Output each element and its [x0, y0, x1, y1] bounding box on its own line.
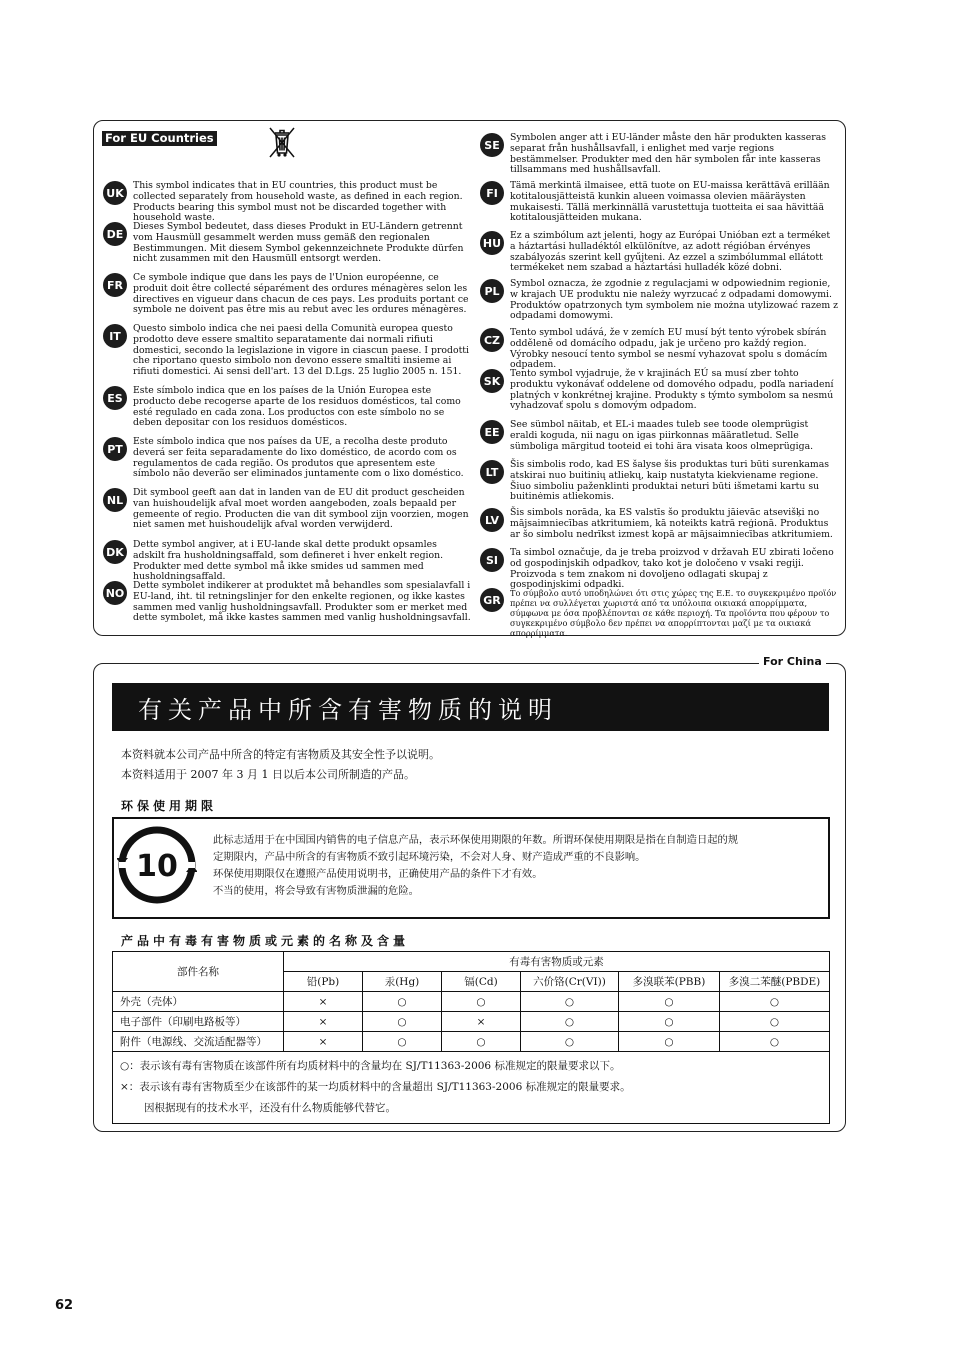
value-cell: ○: [619, 1032, 720, 1052]
value-cell: ○: [363, 992, 442, 1012]
value-cell: ○: [442, 1032, 521, 1052]
lang-entry-lv: [480, 508, 838, 540]
lang-badge: IT: [103, 324, 127, 348]
value-cell: ○: [521, 992, 619, 1012]
china-title: 有关产品中所含有害物质的说明: [138, 695, 558, 724]
lang-text: Tento symbol vyjadruje, že v krajinách EÚ sa musí zber tohto produktu vykonávať oddelene od domového odpadu, podľa nariadení platných v konkrétnej krajine. Produkty s týmto symbolom sa nesmú vyhadzovať spolu s domovým odpadom.: [510, 368, 834, 412]
lang-badge: ES: [103, 386, 127, 410]
value-cell: ○: [619, 992, 720, 1012]
lang-entry-de: [103, 222, 471, 265]
lang-entry-fi: [480, 181, 838, 224]
value-cell: ○: [442, 992, 521, 1012]
hazard-table-heading: 产品中有毒有害物质或元素的名称及含量: [121, 934, 410, 948]
lang-badge: LV: [480, 508, 504, 532]
value-cell: ×: [442, 1012, 521, 1032]
lang-badge: PT: [103, 437, 127, 461]
lang-text: Tento symbol udává, že v zemích EU musí být tento výrobek sbírán odděleně od domácího odpadu, jak je určeno pro každý region. Výrobky nesoucí tento symbol se nesmí vyhazovat spolu s domácím odpadem.: [510, 327, 828, 371]
lang-text: Ez a szimbólum azt jelenti, hogy az Európai Unióban ezt a terméket a háztartási hulladéktól elkülönítve, az adott régióban érvényes szabályozás szerint kell gyűjteni. Az ezzel a szimbólummal ellátott termékeket nem szabad a háztartási hulladék közé dobni.: [510, 230, 831, 274]
efup-line: 定期限内，产品中所含的有害物质不致引起环境污染，不会对人身、财产造成严重的不良影响。: [213, 851, 646, 863]
lang-badge: HU: [480, 231, 504, 255]
lang-text: Το σύμβολο αυτό υποδηλώνει ότι στις χώρες της Ε.Ε. το συγκεκριμένο προϊόν πρέπει να συλλέγεται χωριστά από τα υπόλοιπα οικιακά απορρίμματα, σύμφωνα με όσα προβλέπονται σε κάθε περιοχή. Τα προϊόντα που φέρουν το συγκεκριμένο σύμβολο δεν πρέπει να απορρίπτονται μαζί με τα οικιακά απορρίμματα.: [510, 588, 837, 638]
lang-badge: FI: [480, 181, 504, 205]
value-cell: ×: [284, 1012, 363, 1032]
intro-line: 本资料适用于 2007 年 3 月 1 日以后本公司所制造的产品。: [121, 768, 415, 781]
crossed-bin-icon: [264, 124, 300, 160]
efup-10-logo-icon: [117, 825, 197, 905]
note-line: ○：表示该有毒有害物质在该部件所有均质材料中的含量均在 SJ/T11363-2006 标准规定的限量要求以下。: [120, 1060, 621, 1072]
value-cell: ×: [284, 1032, 363, 1052]
lang-entry-lt: [480, 460, 838, 503]
lang-badge: DE: [103, 222, 127, 246]
column-header: 六价铬(Cr(VI)): [521, 972, 619, 992]
note-line: 因根据现有的技术水平，还没有什么物质能够代替它。: [144, 1102, 396, 1114]
lang-badge: NO: [103, 581, 127, 605]
part-name-header: 部件名称: [113, 952, 284, 992]
lang-text: Ta simbol označuje, da je treba proizvod v državah EU zbirati ločeno od gospodinjskih odpadkov, tako kot je določeno v vsaki regiji. Proizvoda s tem znakom ni dovoljeno odlagati skupaj z gospodinjskimi odpadki.: [510, 547, 834, 591]
value-cell: ○: [720, 1032, 830, 1052]
lang-badge: UK: [103, 181, 127, 205]
lang-text: Šis simbols norāda, ka ES valstīs šo produktu jāievāc atsevišķi no mājsaimniecības atkritumiem, kā noteikts katrā reģionā. Produktus ar šo simbolu nedrīkst izmest kopā ar mājsaimniecības atkritumiem.: [510, 507, 833, 540]
value-cell: ○: [720, 1012, 830, 1032]
part-cell: 电子部件（印刷电路板等）: [113, 1012, 284, 1032]
lang-text: Este símbolo indica que en los países de la Unión Europea este producto debe recogerse aparte de los residuos domésticos, tal como esté regulado en cada zona. Los productos con este símbolo no se deben depositar con los residuos domésticos.: [133, 385, 461, 429]
lang-badge: NL: [103, 488, 127, 512]
part-cell: 外壳（壳体）: [113, 992, 284, 1012]
lang-entry-no: [103, 581, 471, 624]
value-cell: ○: [619, 1012, 720, 1032]
column-header: 多溴联苯(PBB): [619, 972, 720, 992]
column-header: 镉(Cd): [442, 972, 521, 992]
hazardous-substances-table: [112, 951, 830, 1124]
lang-text: Ce symbole indique que dans les pays de l'Union européenne, ce produit doit être collecté séparément des ordures ménagères selon les directives en vigueur dans chacun de ces pays. Les produits portant ce symbole ne doivent pas être mis au rebut avec les ordures ménagères.: [133, 272, 469, 316]
lang-entry-se: [480, 133, 838, 176]
column-header: 铅(Pb): [284, 972, 363, 992]
lang-badge: DK: [103, 540, 127, 564]
value-cell: ○: [521, 1032, 619, 1052]
table-row: [113, 992, 830, 1012]
table-row: [113, 1012, 830, 1032]
lang-badge: SE: [480, 133, 504, 157]
lang-badge: LT: [480, 460, 504, 484]
lang-entry-hu: [480, 231, 838, 274]
china-intro: [121, 745, 440, 785]
eu-countries-header: For EU Countries: [102, 131, 217, 146]
lang-text: Symbolen anger att i EU-länder måste den här produkten kasseras separat från hushållsavfall, i enlighet med varje regions bestämmelser. Produkter med den här symbolen får inte kasseras tillsammans med hushållsavfall.: [510, 132, 827, 176]
lang-entry-si: [480, 548, 838, 591]
efup-line: 环保使用期限仅在遵照产品使用说明书，正确使用产品的条件下才有效。: [213, 868, 543, 880]
lang-entry-pt: [103, 437, 471, 480]
value-cell: ○: [363, 1032, 442, 1052]
lang-badge: GR: [480, 588, 504, 612]
lang-entry-gr: [480, 588, 838, 638]
efup-text: [213, 832, 813, 900]
lang-text: Dette symbolet indikerer at produktet må behandles som spesialavfall i EU-land, iht. til retningslinjer for den enkelte regionen, og ikke kastes sammen med vanlig husholdningsavfall. Produkter som er merket med dette symbolet, må ikke kastes sammen med vanlig husholdningsavfall.: [133, 580, 471, 624]
note-line: ×：表示该有毒有害物质至少在该部件的某一均质材料中的含量超出 SJ/T11363-2006 标准规定的限量要求。: [120, 1081, 631, 1093]
lang-badge: EE: [480, 420, 504, 444]
lang-badge: SK: [480, 369, 504, 393]
lang-text: Šis simbolis rodo, kad ES šalyse šis produktas turi būti surenkamas atskirai nuo buitinių atliekų, kaip nustatyta kiekviename regione. Šiuo simboliu paženklinti produktai neturi būti išmetami kartu su buitinėmis atliekomis.: [510, 459, 830, 503]
lang-entry-nl: [103, 488, 471, 531]
lang-entry-pl: [480, 279, 838, 322]
intro-line: 本资料就本公司产品中所含的特定有害物质及其安全性予以说明。: [121, 748, 440, 761]
lang-entry-dk: [103, 540, 471, 583]
page-number: 62: [55, 1298, 74, 1313]
lang-text: Dieses Symbol bedeutet, dass dieses Produkt in EU-Ländern getrennt vom Hausmüll gesammelt werden muss gemäß den regionalen Bestimmungen. Mit diesem Symbol gekennzeichnete Produkte dürfen nicht zusammen mit den Hausmüll entsorgt werden.: [133, 221, 464, 265]
value-cell: ○: [720, 992, 830, 1012]
lang-text: Tämä merkintä ilmaisee, että tuote on EU-maissa kerättävä erillään kotitalousjätteistä kunkin alueen voimassa olevien määräysten mukaisesti. Tällä merkinnällä varustettuja tuotteita ei saa hävittää kotitalousjätteiden mukana.: [510, 180, 830, 224]
table-row: [113, 1032, 830, 1052]
lang-text: Symbol oznacza, że zgodnie z regulacjami w odpowiednim regionie, w krajach UE produktu nie należy wyrzucać z odpadami domowymi. Produktów opatrzonych tym symbolem nie można utylizować razem z odpadami domowymi.: [510, 278, 839, 322]
value-cell: ○: [363, 1012, 442, 1032]
lang-text: See sümbol näitab, et EL-i maades tuleb see toode olemprügist eraldi koguda, nii nagu on igas piirkonnas määratletud. Selle sümboliga märgitud tooteid ei tohi ära visata koos olmeprügiga.: [510, 419, 814, 452]
china-title-bar: [112, 683, 829, 731]
lang-entry-ee: [480, 420, 838, 452]
lang-entry-cz: [480, 328, 838, 371]
lang-badge: FR: [103, 273, 127, 297]
efup-line: 不当的使用，将会导致有害物质泄漏的危险。: [213, 885, 419, 897]
lang-entry-it: [103, 324, 471, 378]
lang-entry-es: [103, 386, 471, 429]
efup-number: 10: [136, 849, 178, 884]
part-cell: 附件（电源线、交流适配器等）: [113, 1032, 284, 1052]
column-header: 多溴二苯醚(PBDE): [720, 972, 830, 992]
efup-line: 此标志适用于在中国国内销售的电子信息产品，表示环保使用期限的年数。所谓环保使用期限是指在自制造日起的规: [213, 834, 739, 846]
for-china-label: For China: [759, 655, 826, 669]
table-notes: [113, 1052, 830, 1124]
lang-badge: CZ: [480, 328, 504, 352]
lang-entry-sk: [480, 369, 838, 412]
lang-text: Dit symbool geeft aan dat in landen van de EU dit product gescheiden van huishoudelijk afval moet worden aangeboden, zoals bepaald per gemeente of regio. Producten die van dit symbool zijn voorzien, mogen niet samen met huishoudelijk afval worden verwijderd.: [133, 487, 469, 531]
efup-heading: 环保使用期限: [121, 799, 218, 813]
substances-header: 有毒有害物质或元素: [284, 952, 830, 972]
lang-text: Dette symbol angiver, at i EU-lande skal dette produkt opsamles adskilt fra husholdningsaffald, som defineret i hver enkelt region. Produkter med dette symbol må ikke smides ud sammen med husholdningsaffald.: [133, 539, 444, 583]
lang-text: Questo simbolo indica che nei paesi della Comunità europea questo prodotto deve essere smaltito separatamente dai normali rifiuti domestici, secondo la legislazione in vigore in ciascun paese. I prodotti che riportano questo simbolo non devono essere smaltiti insieme ai rifiuti domestici. Ai sensi dell'art. 13 del D.Lgs. 25 luglio 2005 n. 151.: [133, 323, 470, 378]
column-header: 汞(Hg): [363, 972, 442, 992]
value-cell: ×: [284, 992, 363, 1012]
lang-text: Este símbolo indica que nos países da UE, a recolha deste produto deverá ser feita separadamente do lixo doméstico, de acordo com os regulamentos de cada região. Os produtos que apresentem este símbolo não deverão ser eliminados juntamente com o lixo doméstico.: [133, 436, 464, 480]
value-cell: ○: [521, 1012, 619, 1032]
lang-entry-uk: [103, 181, 471, 224]
lang-badge: SI: [480, 548, 504, 572]
lang-text: This symbol indicates that in EU countries, this product must be collected separately from household waste, as defined in each region. Products bearing this symbol must not be discarded together with household waste.: [133, 180, 463, 224]
lang-entry-fr: [103, 273, 471, 316]
lang-badge: PL: [480, 279, 504, 303]
